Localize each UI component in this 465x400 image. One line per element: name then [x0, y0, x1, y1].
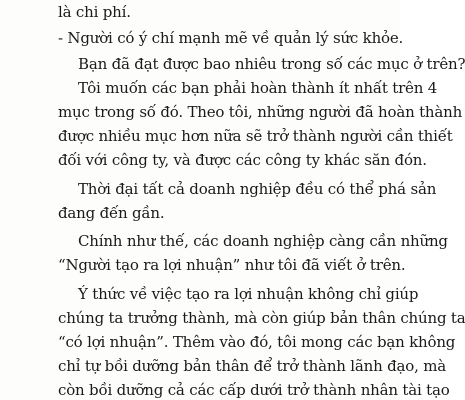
text-line: mục trong số đó. Theo tôi, những người đã hoàn thành	[58, 103, 463, 121]
text-line: Bạn đã đạt được bao nhiêu trong số các mục ở trên?	[78, 55, 465, 73]
text-line: đối với công ty, và được các công ty khác săn đón.	[58, 151, 427, 169]
text-line: “có lợi nhuận”. Thêm vào đó, tôi mong các bạn không	[58, 333, 456, 351]
text-line: là chi phí.	[58, 3, 131, 21]
text-line: Thời đại tất cả doanh nghiệp đều có thể phá sản	[78, 180, 437, 198]
text-line: chỉ tự bồi dưỡng bản thân để trở thành lãnh đạo, mà	[58, 357, 447, 375]
text-line: - Người có ý chí mạnh mẽ về quản lý sức khỏe.	[58, 29, 404, 47]
text-line: Chính như thế, các doanh nghiệp càng cần những	[78, 232, 448, 250]
text-line: còn bồi dưỡng cả các cấp dưới trở thành nhân tài tạo	[58, 381, 450, 399]
text-line: đang đến gần.	[58, 204, 165, 222]
text-line: Ý thức về việc tạo ra lợi nhuận không chỉ giúp	[78, 285, 419, 303]
text-line: “Người tạo ra lợi nhuận” như tôi đã viết ở trên.	[58, 256, 406, 274]
text-line: Tôi muốn các bạn phải hoàn thành ít nhất trên 4	[78, 79, 438, 97]
text-line: chúng ta trưởng thành, mà còn giúp bản thân chúng ta	[58, 309, 465, 327]
text-line: được nhiều mục hơn nữa sẽ trở thành người cần thiết	[58, 127, 453, 145]
